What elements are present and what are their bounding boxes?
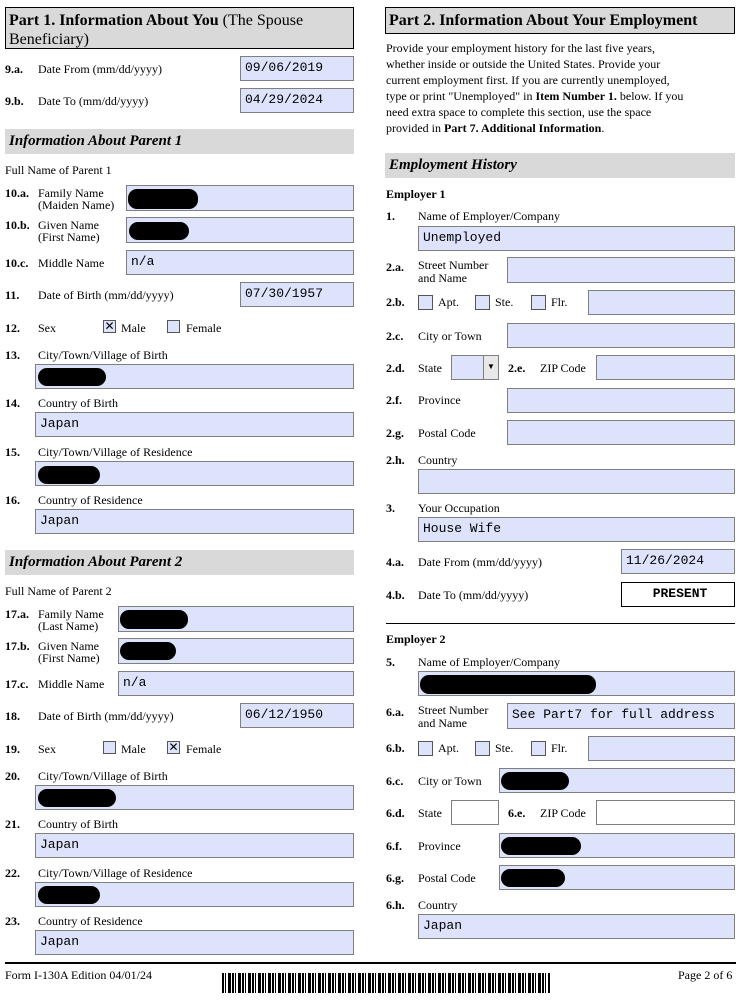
parent1-male-label: Male (121, 321, 146, 335)
employer2-unit-field[interactable] (588, 736, 735, 761)
q10b-number: 10.b. (5, 218, 30, 232)
q2a-label1: Street Number (418, 258, 489, 272)
redaction (38, 466, 100, 484)
parent2-section-header: Information About Parent 2 (5, 550, 354, 575)
employer1-date-from-field[interactable]: 11/26/2024 (621, 549, 735, 574)
redaction (501, 869, 565, 887)
q4a-number: 4.a. (386, 555, 404, 569)
redaction (129, 222, 189, 240)
part2-header: Part 2. Information About Your Employment (385, 7, 735, 34)
parent1-female-checkbox[interactable] (167, 320, 180, 333)
employer2-apt-checkbox[interactable] (418, 741, 433, 756)
q22-label: City/Town/Village of Residence (38, 866, 193, 880)
q6e-number: 6.e. (508, 806, 526, 820)
employer1-name-field[interactable]: Unemployed (418, 226, 735, 251)
part2-description-6c: . (601, 121, 605, 135)
parent1-country-residence-field[interactable]: Japan (35, 509, 354, 534)
q6c-number: 6.c. (386, 774, 404, 788)
redaction (128, 189, 198, 209)
q3-label: Your Occupation (418, 501, 500, 515)
redaction (420, 675, 596, 694)
q20-label: City/Town/Village of Birth (38, 769, 168, 783)
employer2-country-field[interactable]: Japan (418, 914, 735, 939)
q2g-number: 2.g. (386, 426, 404, 440)
q6f-label: Province (418, 839, 461, 853)
q2e-number: 2.e. (508, 361, 526, 375)
q6a-label1: Street Number (418, 703, 489, 717)
q2g-label: Postal Code (418, 426, 476, 440)
q2e-label: ZIP Code (540, 361, 586, 375)
q2d-label: State (418, 361, 442, 375)
q4b-label: Date To (mm/dd/yyyy) (418, 588, 529, 602)
redaction (120, 642, 176, 660)
divider (386, 623, 735, 624)
employer1-flr-checkbox[interactable] (531, 295, 546, 310)
parent2-female-checkbox[interactable]: ✕ (168, 740, 179, 754)
q14-label: Country of Birth (38, 396, 118, 410)
q6g-label: Postal Code (418, 871, 476, 885)
parent1-section-header: Information About Parent 1 (5, 129, 354, 154)
employer2-state-field[interactable] (451, 800, 499, 825)
employer1-street-field[interactable] (507, 257, 735, 283)
part1-title: Part 1. Information About You (9, 12, 219, 29)
q18-label: Date of Birth (mm/dd/yyyy) (38, 709, 174, 723)
q10a-number: 10.a. (5, 186, 29, 200)
employer1-ste-checkbox[interactable] (475, 295, 490, 310)
q6h-number: 6.h. (386, 898, 405, 912)
q10c-label: Middle Name (38, 256, 105, 270)
parent2-middle-name-field[interactable]: n/a (118, 671, 354, 696)
q10b-label1: Given Name (38, 218, 99, 232)
q5-number: 5. (386, 655, 395, 669)
q2h-number: 2.h. (386, 453, 405, 467)
date-to-field[interactable]: 04/29/2024 (240, 88, 354, 113)
employer2-apt-label: Apt. (438, 741, 459, 755)
date-from-field[interactable]: 09/06/2019 (240, 56, 354, 81)
q2d-number: 2.d. (386, 361, 405, 375)
q21-label: Country of Birth (38, 817, 118, 831)
part2-description-4a: type or print "Unemployed" in (386, 89, 536, 103)
employer2-ste-label: Ste. (495, 741, 514, 755)
q6c-label: City or Town (418, 774, 482, 788)
part2-description-line1: Provide your employment history for the last five years, (386, 41, 655, 55)
q17b-label1: Given Name (38, 639, 99, 653)
q9b-number: 9.b. (5, 94, 24, 108)
q10a-label2: (Maiden Name) (38, 198, 115, 212)
q13-number: 13. (5, 348, 20, 362)
parent2-dob-field[interactable]: 06/12/1950 (240, 703, 354, 728)
part2-description-line2: whether inside or outside the United States. Provide your (386, 57, 661, 71)
chevron-down-icon[interactable]: ▼ (483, 356, 498, 379)
parent1-middle-name-field[interactable]: n/a (126, 250, 354, 275)
page-number: Page 2 of 6 (678, 968, 733, 982)
parent1-female-label: Female (186, 321, 222, 335)
employment-history-header: Employment History (385, 153, 735, 178)
employer2-flr-label: Flr. (551, 741, 568, 755)
q19-label: Sex (38, 742, 56, 756)
part2-description-line3: current employment first. If you are currently unemployed, (386, 73, 670, 87)
redaction (501, 837, 581, 855)
part1-header (5, 7, 354, 49)
part2-description-line6 (386, 120, 604, 136)
employer1-title: Employer 1 (386, 187, 446, 201)
employer1-postal-field[interactable] (507, 420, 735, 445)
q1-number: 1. (386, 209, 395, 223)
employer2-ste-checkbox[interactable] (475, 741, 490, 756)
q10c-number: 10.c. (5, 256, 29, 270)
q2c-number: 2.c. (386, 329, 404, 343)
employer1-apt-checkbox[interactable] (418, 295, 433, 310)
q15-label: City/Town/Village of Residence (38, 445, 193, 459)
part2-description-6a: provided in (386, 121, 444, 135)
parent2-male-checkbox[interactable] (103, 741, 116, 754)
parent2-country-birth-field[interactable]: Japan (35, 833, 354, 858)
q5-label: Name of Employer/Company (418, 655, 560, 669)
q2b-number: 2.b. (386, 295, 405, 309)
employer1-date-to-field[interactable]: PRESENT (621, 582, 735, 607)
form-edition: Form I-130A Edition 04/01/24 (5, 968, 152, 982)
part7-ref: Part 7. Additional Information (444, 121, 602, 135)
q11-label: Date of Birth (mm/dd/yyyy) (38, 288, 174, 302)
q23-number: 23. (5, 914, 20, 928)
q17a-label1: Family Name (38, 607, 104, 621)
employer1-unit-field[interactable] (588, 290, 735, 315)
employer1-apt-label: Apt. (438, 295, 459, 309)
q2f-label: Province (418, 393, 461, 407)
employer1-flr-label: Flr. (551, 295, 568, 309)
part2-description-4c: below. If you (616, 89, 684, 103)
parent2-female-label: Female (186, 742, 222, 756)
q17b-number: 17.b. (5, 639, 30, 653)
q12-label: Sex (38, 321, 56, 335)
q15-number: 15. (5, 445, 20, 459)
q17c-label: Middle Name (38, 677, 105, 691)
q6b-number: 6.b. (386, 741, 405, 755)
q16-label: Country of Residence (38, 493, 143, 507)
employer1-zip-field[interactable] (596, 355, 735, 380)
barcode-icon (222, 973, 550, 993)
q1-label: Name of Employer/Company (418, 209, 560, 223)
q23-label: Country of Residence (38, 914, 143, 928)
q9a-number: 9.a. (5, 62, 23, 76)
q2a-number: 2.a. (386, 260, 404, 274)
redaction (501, 772, 569, 790)
employer1-country-field[interactable] (418, 469, 735, 494)
parent1-male-checkbox[interactable]: ✕ (104, 319, 115, 333)
q17a-label2: (Last Name) (38, 619, 99, 633)
q6a-label2: and Name (418, 716, 467, 730)
parent1-full-name-label: Full Name of Parent 1 (5, 163, 112, 177)
employer1-province-field[interactable] (507, 388, 735, 413)
q2c-label: City or Town (418, 329, 482, 343)
q16-number: 16. (5, 493, 20, 507)
q12-number: 12. (5, 321, 20, 335)
q6d-number: 6.d. (386, 806, 405, 820)
q2f-number: 2.f. (386, 393, 402, 407)
employer1-ste-label: Ste. (495, 295, 514, 309)
q10b-label2: (First Name) (38, 230, 100, 244)
redaction (38, 886, 100, 904)
part2-description-line4 (386, 88, 683, 104)
q6g-number: 6.g. (386, 871, 404, 885)
q9b-label: Date To (mm/dd/yyyy) (38, 94, 149, 108)
q6d-label: State (418, 806, 442, 820)
q4a-label: Date From (mm/dd/yyyy) (418, 555, 542, 569)
employer2-zip-field[interactable] (596, 800, 735, 825)
employer2-flr-checkbox[interactable] (531, 741, 546, 756)
q11-number: 11. (5, 288, 20, 302)
parent2-male-label: Male (121, 742, 146, 756)
q2h-label: Country (418, 453, 458, 467)
q17c-number: 17.c. (5, 677, 29, 691)
item-number-ref: Item Number 1. (535, 89, 617, 103)
occupation-field[interactable]: House Wife (418, 517, 735, 542)
parent2-country-residence-field[interactable]: Japan (35, 930, 354, 955)
parent2-full-name-label: Full Name of Parent 2 (5, 584, 112, 598)
q20-number: 20. (5, 769, 20, 783)
footer-divider (5, 962, 736, 964)
q9a-label: Date From (mm/dd/yyyy) (38, 62, 162, 76)
q6a-number: 6.a. (386, 705, 404, 719)
q3-number: 3. (386, 501, 395, 515)
q22-number: 22. (5, 866, 20, 880)
employer1-state-select[interactable] (451, 355, 499, 380)
q18-number: 18. (5, 709, 20, 723)
q10a-label1: Family Name (38, 186, 104, 200)
q17a-number: 17.a. (5, 607, 29, 621)
q14-number: 14. (5, 396, 20, 410)
redaction (38, 368, 106, 386)
q6e-label: ZIP Code (540, 806, 586, 820)
q6f-number: 6.f. (386, 839, 402, 853)
q21-number: 21. (5, 817, 20, 831)
q17b-label2: (First Name) (38, 651, 100, 665)
q13-label: City/Town/Village of Birth (38, 348, 168, 362)
q4b-number: 4.b. (386, 588, 405, 602)
employer1-city-field[interactable] (507, 323, 735, 348)
q2a-label2: and Name (418, 271, 467, 285)
parent1-country-birth-field[interactable]: Japan (35, 412, 354, 437)
redaction (120, 610, 188, 629)
part2-description-line5: need extra space to complete this section, use the space (386, 105, 652, 119)
q6h-label: Country (418, 898, 458, 912)
employer2-title: Employer 2 (386, 632, 446, 646)
q19-number: 19. (5, 742, 20, 756)
part1-subtitle: (The Spouse Beneficiary) (9, 12, 304, 48)
parent1-dob-field[interactable]: 07/30/1957 (240, 282, 354, 307)
redaction (38, 789, 116, 807)
employer2-street-field[interactable]: See Part7 for full address (507, 703, 735, 729)
